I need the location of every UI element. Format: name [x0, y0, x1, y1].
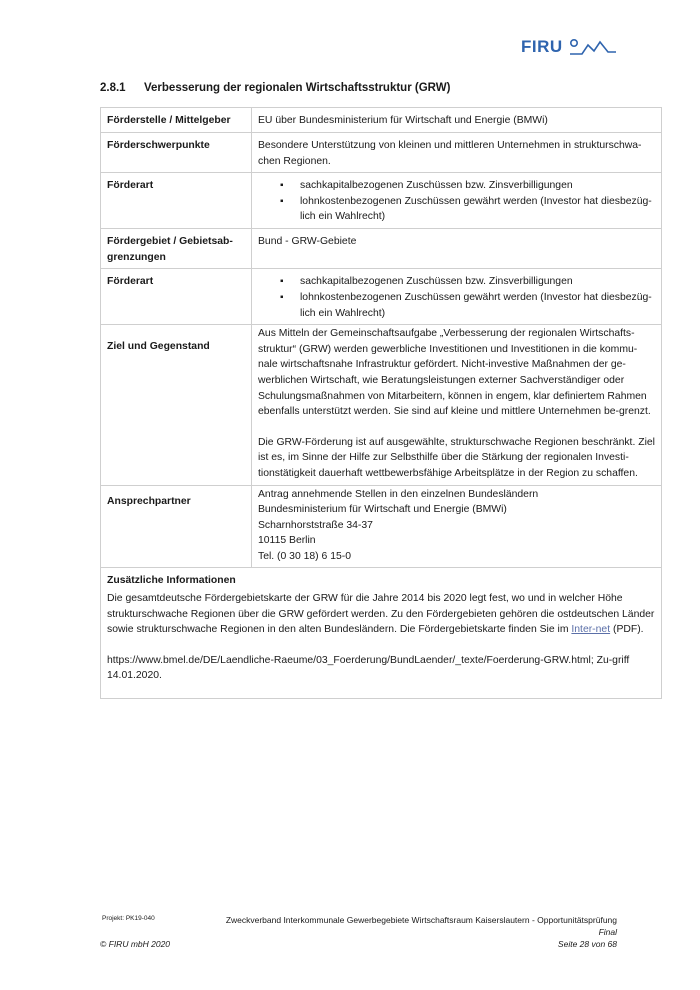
footer-project: Projekt: PK19-040 — [102, 915, 155, 922]
table-row — [101, 269, 662, 325]
info-text: Die gesamtdeutsche Fördergebietskarte der GRW für die Jahre 2014 bis 2020 legt fest, wo und in welcher Höhe strukturschwache Regionen über die GRW gefördert werden. Zu den Fördergebieten gehören die ostdeutschen Länder sowie strukturschwache Regionen in den alten Bundesländern. Die Fördergebietskarte finden Sie im Inter-net (PDF). — [107, 593, 655, 636]
row-label-foerderart-2: Förderart — [101, 269, 252, 325]
additional-info — [101, 568, 662, 699]
footer-status: Final — [598, 927, 617, 937]
table-row — [101, 133, 662, 173]
row-value-foerderart — [252, 173, 662, 229]
row-label-foerderstelle: Förderstelle / Mittelgeber — [101, 108, 252, 133]
bullet-list — [258, 178, 655, 225]
row-label-foerderart: Förderart — [101, 173, 252, 229]
paragraph: Die GRW-Förderung ist auf ausgewählte, strukturschwache Regionen beschränkt. Ziel ist es, im Sinne der Hilfe zur Selbsthilfe über die Stärkung der regionalen Investi-tionstätigkeit dauerhaft wettbewerbsfähige Arbeitsplätze in der Region zu schaffen. — [258, 436, 655, 479]
table-row — [101, 108, 662, 133]
table-row — [101, 229, 662, 269]
table-row — [101, 485, 662, 568]
table-row — [101, 325, 662, 485]
row-value-schwerpunkte: Besondere Unterstützung von kleinen und mittleren Unternehmen in strukturschwa-chen Regionen. — [252, 133, 662, 173]
contact-line: 10115 Berlin — [258, 535, 316, 547]
logo-text: FIRU — [521, 37, 563, 56]
table-row — [101, 568, 662, 699]
row-label-schwerpunkte: Förderschwerpunkte — [101, 133, 252, 173]
row-value-ansprechpartner — [252, 485, 662, 568]
contact-line: Tel. (0 30 18) 6 15-0 — [258, 550, 351, 562]
table-row — [101, 173, 662, 229]
list-item: ▪ sachkapitalbezogenen Zuschüssen bzw. Zinsverbilligungen — [300, 274, 655, 290]
row-label-ansprechpartner: Ansprechpartner — [101, 485, 252, 568]
contact-line: Antrag annehmende Stellen in den einzelnen Bundesländern — [258, 488, 539, 500]
footer-title: Zweckverband Interkommunale Gewerbegebiete Wirtschaftsraum Kaiserslautern - Opportunitätsprüfung — [225, 915, 617, 925]
row-label-foerdergebiet: Fördergebiet / Gebietsab-grenzungen — [101, 229, 252, 269]
list-item: ▪ sachkapitalbezogenen Zuschüssen bzw. Zinsverbilligungen — [300, 178, 655, 194]
section-heading — [100, 82, 450, 94]
funding-table — [100, 107, 662, 699]
section-number: 2.8.1 — [100, 82, 126, 94]
footer-copyright: © FIRU mbH 2020 — [100, 939, 171, 949]
info-title: Zusätzliche Informationen — [107, 575, 236, 587]
row-label-ziel: Ziel und Gegenstand — [101, 325, 252, 485]
row-value-ziel — [252, 325, 662, 485]
section-title: Verbesserung der regionalen Wirtschaftsstruktur (GRW) — [144, 82, 451, 94]
contact-line: Scharnhorststraße 34-37 — [258, 519, 373, 531]
firu-logo — [521, 36, 619, 58]
info-source: https://www.bmel.de/DE/Laendliche-Raeume/03_Foerderung/BundLaender/_texte/Foerderung-GRW.html; Zu-griff 14.01.2020. — [107, 654, 630, 682]
internet-link[interactable]: Inter-net — [571, 624, 611, 636]
paragraph: Aus Mitteln der Gemeinschaftsaufgabe „Verbesserung der regionalen Wirtschafts-struktur“ (GRW) werden gewerbliche Investitionen und Investitionen in die kommu-nale wirtschaftsnahe Infrastruktur gefördert. Nicht-investive Maßnahmen der ge-werblichen Wirtschaft, wie Beratungsleistungen externer Sachverständiger oder Schulungsmaßnahmen von Mitarbeitern, können in engem, klar definiertem Rahmen ebenfalls unterstützt werden. Sie sind auf kleine und mittlere Unternehmen be-grenzt. — [258, 328, 651, 418]
list-item: ▪ lohnkostenbezogenen Zuschüssen gewährt werden (Investor hat diesbezüg-lich ein Wahlrecht) — [300, 194, 655, 225]
list-item: ▪ lohnkostenbezogenen Zuschüssen gewährt werden (Investor hat diesbezüg-lich ein Wahlrecht) — [300, 290, 655, 321]
logo-mark-icon — [568, 38, 618, 56]
footer-page-number: Seite 28 von 68 — [557, 939, 617, 949]
row-value-foerderstelle: EU über Bundesministerium für Wirtschaft und Energie (BMWi) — [252, 108, 662, 133]
row-value-foerdergebiet: Bund - GRW-Gebiete — [252, 229, 662, 269]
contact-line: Bundesministerium für Wirtschaft und Energie (BMWi) — [258, 504, 507, 516]
row-value-foerderart-2 — [252, 269, 662, 325]
bullet-list — [258, 274, 655, 321]
